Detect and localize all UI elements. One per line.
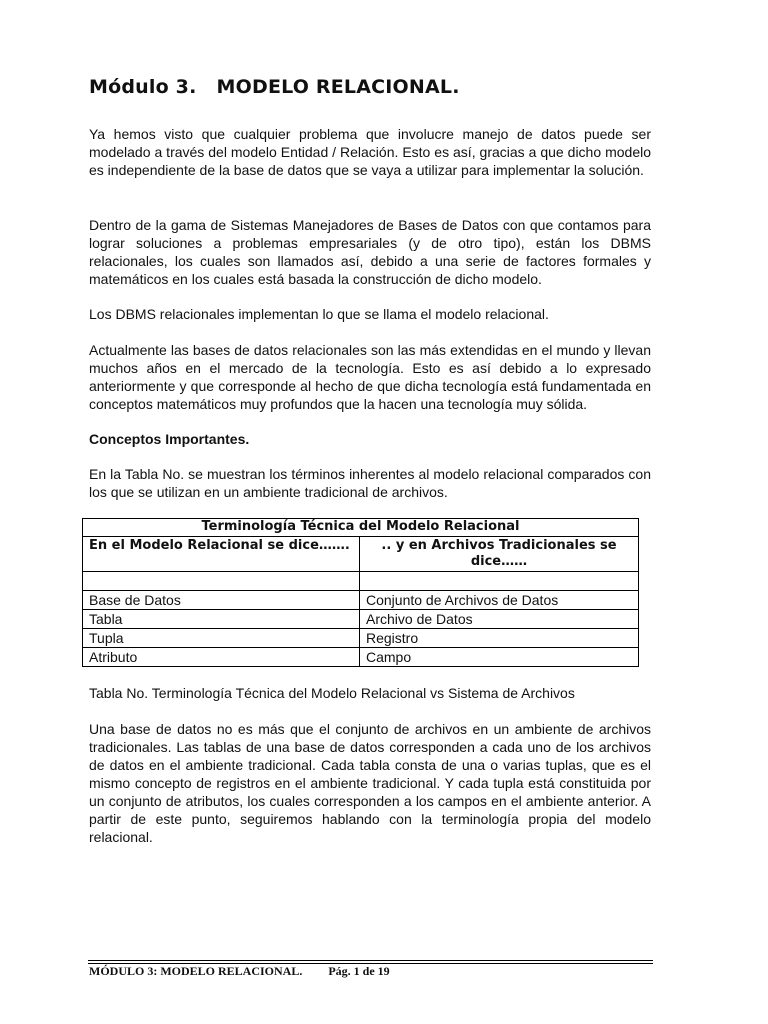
table-header-relational: En el Modelo Relacional se dice…….	[83, 537, 360, 572]
table-header-row	[83, 537, 639, 572]
module-number: Módulo 3.	[89, 76, 197, 98]
table-row	[83, 610, 639, 629]
table-cell	[83, 572, 360, 591]
section-heading: Conceptos Importantes.	[89, 431, 250, 447]
table-cell: Base de Datos	[83, 591, 360, 610]
table-cell: Archivo de Datos	[360, 610, 639, 629]
paragraph-4: Actualmente las bases de datos relacionales son las más extendidas en el mundo y llevan muchos años en el mercado de la tecnología. Esto es así debido a lo expresado anteriormente y que corresponde al hecho de que dicha tecnología está fundamentada en conceptos matemáticos muy profundos que la hacen una tecnología muy sólida.	[89, 342, 651, 412]
table-title: Terminología Técnica del Modelo Relacional	[83, 519, 639, 537]
terminology-table	[82, 518, 639, 667]
paragraph-1: Ya hemos visto que cualquier problema que involucre manejo de datos puede ser modelado a través del modelo Entidad / Relación. Esto es así, gracias a que dicho modelo es independiente de la base de datos que se vaya a utilizar para implementar la solución.	[89, 126, 651, 178]
table-row	[83, 591, 639, 610]
page-title	[89, 76, 460, 98]
table-row	[83, 648, 639, 667]
table-cell: Campo	[360, 648, 639, 667]
table-cell: Registro	[360, 629, 639, 648]
footer-page-number: Pág. 1 de 19	[328, 964, 390, 978]
table-cell: Atributo	[83, 648, 360, 667]
closing-paragraph: Una base de datos no es más que el conjunto de archivos en un ambiente de archivos tradicionales. Las tablas de una base de datos corresponden a cada uno de los archivos de datos en el ambiente tradicional. Cada tabla consta de una o varias tuplas, que es el mismo concepto de registros en el ambiente tradicional. Y cada tupla está constituida por un conjunto de atributos, los cuales corresponden a los campos en el ambiente anterior. A partir de este punto, seguiremos hablando con la terminología propia del modelo relacional.	[89, 721, 651, 845]
footer-module: MÓDULO 3: MODELO RELACIONAL.	[89, 964, 303, 978]
table-cell: Tupla	[83, 629, 360, 648]
footer-rule-top	[88, 960, 653, 961]
table-header-files: .. y en Archivos Tradicionales se dice……	[360, 537, 639, 572]
table-row	[83, 572, 639, 591]
paragraph-2: Dentro de la gama de Sistemas Manejadores de Bases de Datos con que contamos para lograr soluciones a problemas empresariales (y de otro tipo), están los DBMS relacionales, los cuales son llamados así, debido a una serie de factores formales y matemáticos en los cuales está basada la construcción de dicho modelo.	[89, 217, 651, 287]
table-intro: En la Tabla No. se muestran los términos inherentes al modelo relacional comparados con los que se utilizan en un ambiente tradicional de archivos.	[89, 466, 651, 500]
page-footer	[89, 964, 390, 979]
module-title: MODELO RELACIONAL.	[216, 76, 460, 98]
table-cell	[360, 572, 639, 591]
table-cell: Conjunto de Archivos de Datos	[360, 591, 639, 610]
table-caption: Tabla No. Terminología Técnica del Modelo Relacional vs Sistema de Archivos	[89, 685, 575, 701]
table-row	[83, 629, 639, 648]
table-cell: Tabla	[83, 610, 360, 629]
table-title-row	[83, 519, 639, 537]
paragraph-3: Los DBMS relacionales implementan lo que se llama el modelo relacional.	[89, 306, 549, 322]
